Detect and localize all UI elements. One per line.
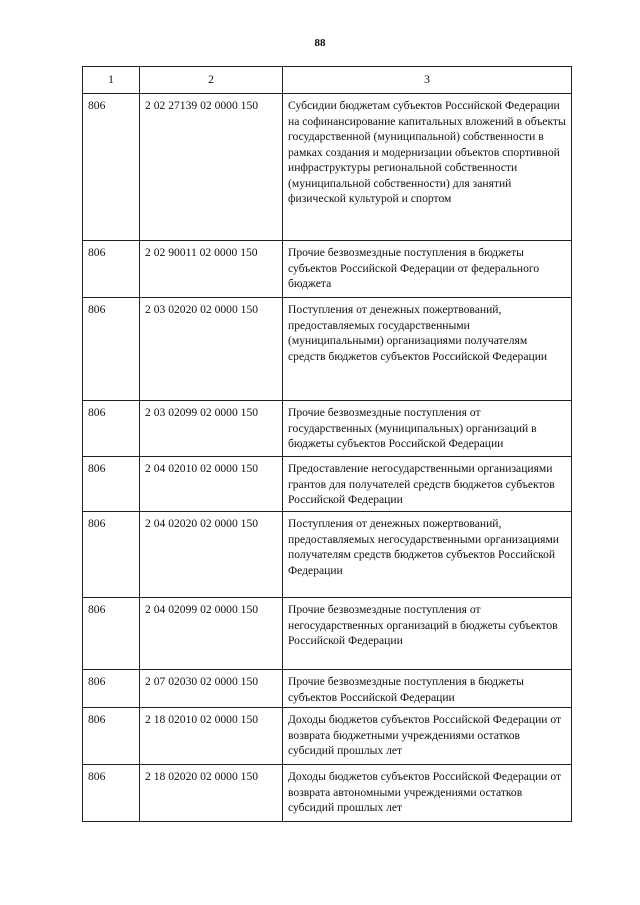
income-name-cell: Прочие безвозмездные поступления от негосударственных организаций в бюджеты субъектов Российской Федерации	[283, 598, 572, 670]
admin-code-cell: 806	[83, 298, 140, 401]
table-row	[83, 512, 572, 598]
admin-code-cell: 806	[83, 670, 140, 708]
table-row	[83, 457, 572, 512]
income-name-cell: Доходы бюджетов субъектов Российской Федерации от возврата автономными учреждениями остатков субсидий прошлых лет	[283, 765, 572, 822]
admin-code-cell: 806	[83, 512, 140, 598]
income-name-cell: Доходы бюджетов субъектов Российской Федерации от возврата бюджетными учреждениями остатков субсидий прошлых лет	[283, 708, 572, 765]
income-code-cell: 2 03 02099 02 0000 150	[140, 401, 283, 457]
admin-code-cell: 806	[83, 94, 140, 241]
admin-code-cell: 806	[83, 708, 140, 765]
income-name-cell: Поступления от денежных пожертвований, предоставляемых государственными (муниципальными) организациями получателям средств бюджетов субъектов Российской Федерации	[283, 298, 572, 401]
income-name-cell: Прочие безвозмездные поступления в бюджеты субъектов Российской Федерации от федерального бюджета	[283, 241, 572, 298]
income-code-cell: 2 18 02010 02 0000 150	[140, 708, 283, 765]
income-name-cell: Предоставление негосударственными организациями грантов для получателей средств бюджетов субъектов Российской Федерации	[283, 457, 572, 512]
admin-code-cell: 806	[83, 765, 140, 822]
table-header-row	[83, 67, 572, 94]
income-code-cell: 2 07 02030 02 0000 150	[140, 670, 283, 708]
table-row	[83, 670, 572, 708]
income-code-cell: 2 18 02020 02 0000 150	[140, 765, 283, 822]
income-name-cell: Поступления от денежных пожертвований, предоставляемых негосударственными организациями получателям средств бюджетов субъектов Российской Федерации	[283, 512, 572, 598]
income-name-cell: Субсидии бюджетам субъектов Российской Федерации на софинансирование капитальных вложений в объекты государственной (муниципальной) собственности в рамках создания и модернизации объектов спортивной инфраструктуры региональной собственности (муниципальной собственности) для занятий физической культурой и спортом	[283, 94, 572, 241]
income-name-cell: Прочие безвозмездные поступления в бюджеты субъектов Российской Федерации	[283, 670, 572, 708]
admin-code-cell: 806	[83, 457, 140, 512]
admin-code-cell: 806	[83, 241, 140, 298]
column-header-1: 1	[83, 67, 140, 94]
table-row	[83, 598, 572, 670]
page-number: 88	[314, 37, 326, 49]
income-code-cell: 2 04 02099 02 0000 150	[140, 598, 283, 670]
table-row	[83, 401, 572, 457]
income-name-cell: Прочие безвозмездные поступления от государственных (муниципальных) организаций в бюджеты субъектов Российской Федерации	[283, 401, 572, 457]
admin-code-cell: 806	[83, 401, 140, 457]
income-code-cell: 2 03 02020 02 0000 150	[140, 298, 283, 401]
income-code-cell: 2 04 02020 02 0000 150	[140, 512, 283, 598]
table-row	[83, 708, 572, 765]
table-row	[83, 298, 572, 401]
income-code-cell: 2 02 90011 02 0000 150	[140, 241, 283, 298]
table-row	[83, 241, 572, 298]
income-code-cell: 2 02 27139 02 0000 150	[140, 94, 283, 241]
budget-codes-table	[82, 66, 572, 822]
income-code-cell: 2 04 02010 02 0000 150	[140, 457, 283, 512]
column-header-3: 3	[283, 67, 572, 94]
column-header-2: 2	[140, 67, 283, 94]
admin-code-cell: 806	[83, 598, 140, 670]
table-row	[83, 94, 572, 241]
table-row	[83, 765, 572, 822]
